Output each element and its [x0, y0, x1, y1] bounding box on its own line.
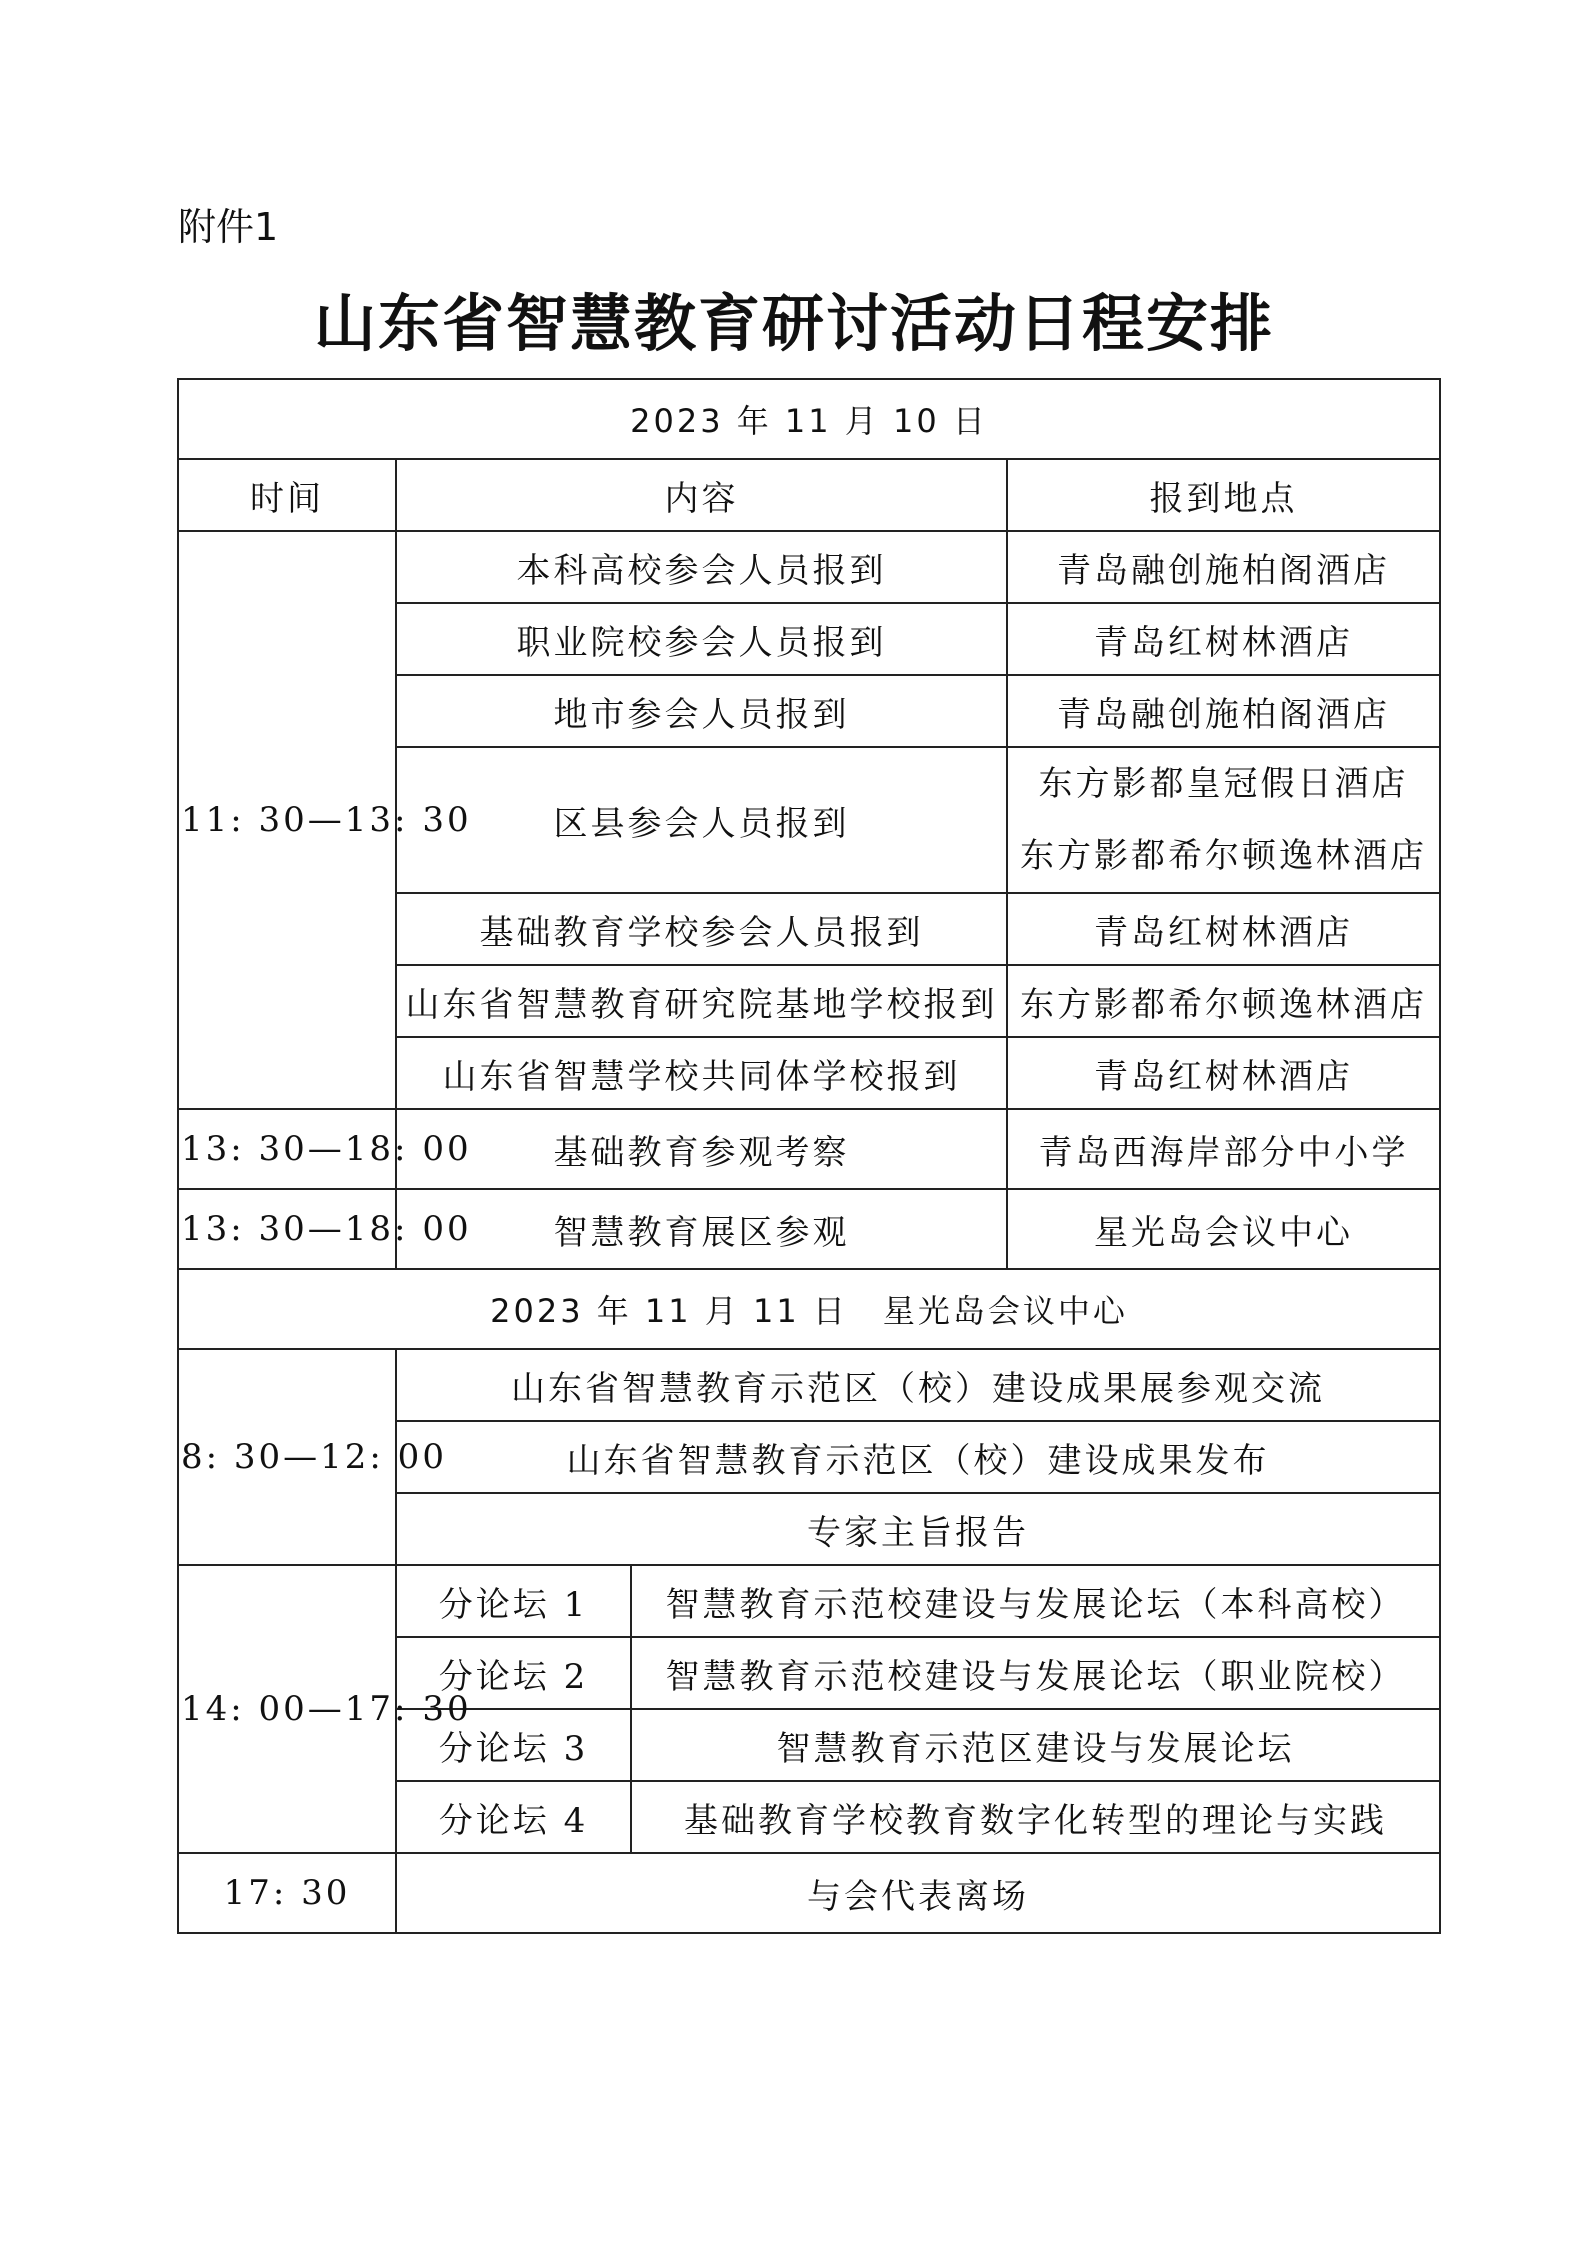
forum-topic: 基础教育学校教育数字化转型的理论与实践: [631, 1781, 1440, 1853]
registration-content: 职业院校参会人员报到: [396, 603, 1007, 675]
day1-date-row: [178, 379, 1440, 459]
registration-content: 区县参会人员报到: [396, 747, 1007, 893]
forum-topic: 智慧教育示范区建设与发展论坛: [631, 1709, 1440, 1781]
forum-name: 分论坛 3: [396, 1709, 631, 1781]
closing-time: 17: 30: [178, 1853, 396, 1933]
registration-location-line: 东方影都希尔顿逸林酒店: [1020, 836, 1427, 876]
morning-item: 山东省智慧教育示范区（校）建设成果发布: [396, 1421, 1440, 1493]
activity-location: 青岛西海岸部分中小学: [1007, 1109, 1440, 1189]
registration-time: 11: 30—13: 30: [178, 531, 396, 1109]
activity-content: 智慧教育展区参观: [396, 1189, 1007, 1269]
forum-name: 分论坛 4: [396, 1781, 631, 1853]
table-row: [178, 1189, 1440, 1269]
header-time: 时间: [178, 459, 396, 531]
registration-content: 地市参会人员报到: [396, 675, 1007, 747]
activity-location: 星光岛会议中心: [1007, 1189, 1440, 1269]
registration-location: 东方影都希尔顿逸林酒店: [1007, 965, 1440, 1037]
forum-name: 分论坛 1: [396, 1565, 631, 1637]
registration-location: 青岛融创施柏阁酒店: [1007, 531, 1440, 603]
registration-location: 青岛红树林酒店: [1007, 893, 1440, 965]
table-row: [178, 1565, 1440, 1637]
registration-content: 本科高校参会人员报到: [396, 531, 1007, 603]
morning-item: 山东省智慧教育示范区（校）建设成果展参观交流: [396, 1349, 1440, 1421]
registration-content: 山东省智慧教育研究院基地学校报到: [396, 965, 1007, 1037]
day2-date-row: [178, 1269, 1440, 1349]
registration-content: 山东省智慧学校共同体学校报到: [396, 1037, 1007, 1109]
registration-location: 青岛红树林酒店: [1007, 603, 1440, 675]
day2-date: 2023 年 11 月 11 日 星光岛会议中心: [178, 1269, 1440, 1349]
registration-location: 青岛融创施柏阁酒店: [1007, 675, 1440, 747]
attachment-label: 附件1: [178, 205, 279, 249]
forum-topic: 智慧教育示范校建设与发展论坛（本科高校）: [631, 1565, 1440, 1637]
header-content: 内容: [396, 459, 1007, 531]
page-title: 山东省智慧教育研讨活动日程安排: [313, 287, 1274, 360]
forum-time: 14: 00—17: 30: [178, 1565, 396, 1853]
forum-name: 分论坛 2: [396, 1637, 631, 1709]
table-row: [178, 1853, 1440, 1933]
registration-location: 青岛红树林酒店: [1007, 1037, 1440, 1109]
registration-content: 基础教育学校参会人员报到: [396, 893, 1007, 965]
table-row: [178, 1109, 1440, 1189]
activity-time: 13: 30—18: 00: [178, 1189, 396, 1269]
morning-time: 8: 30—12: 00: [178, 1349, 396, 1565]
schedule-table: [177, 378, 1441, 1934]
morning-item: 专家主旨报告: [396, 1493, 1440, 1565]
day1-date: 2023 年 11 月 10 日: [178, 379, 1440, 459]
forum-topic: 智慧教育示范校建设与发展论坛（职业院校）: [631, 1637, 1440, 1709]
header-row: [178, 459, 1440, 531]
table-row: [178, 531, 1440, 603]
closing-content: 与会代表离场: [396, 1853, 1440, 1933]
table-row: [178, 1349, 1440, 1421]
activity-time: 13: 30—18: 00: [178, 1109, 396, 1189]
header-location: 报到地点: [1007, 459, 1440, 531]
registration-location: [1007, 747, 1440, 893]
registration-location-line: 东方影都皇冠假日酒店: [1038, 764, 1409, 804]
activity-content: 基础教育参观考察: [396, 1109, 1007, 1189]
